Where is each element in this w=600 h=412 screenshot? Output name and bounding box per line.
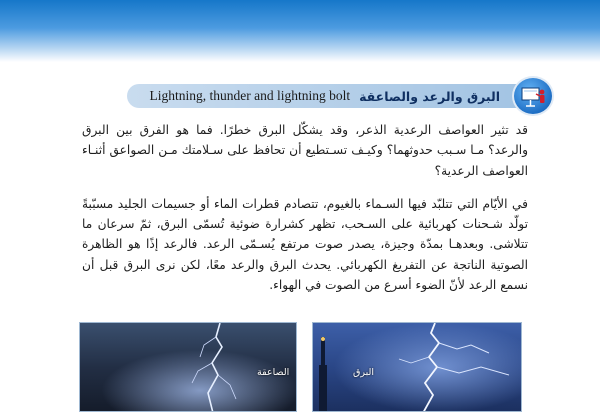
lightning-photo [312, 322, 522, 412]
lightning-caption: البرق [353, 367, 375, 378]
experiment-presenter-icon [512, 76, 554, 116]
intro-paragraph: قد تثير العواصف الرعدية الذعر، وقد يشكّل البرق خطرًا. فما هو الفرق بين البرق والرعد؟ مـا سـبب حدوثهما؟ وكيـف تسـتطيع أن تحافظ على سـلامتك مـن الصواعق أثنـاء العواصف الرعدية؟ [82, 123, 528, 178]
section-title-bar [127, 84, 522, 108]
lesson-text [82, 120, 528, 295]
header-gradient-band [0, 0, 600, 62]
section-title-english: Lightning, thunder and lightning bolt [149, 88, 351, 103]
section-title-arabic: البرق والرعد والصاعقة [359, 88, 500, 104]
lightning-bolt-photo [79, 322, 297, 412]
lightning-bolt-caption: الصاعقة [257, 367, 290, 378]
explanation-paragraph: في الأيّام التي تتلبّد فيها السـماء بالغيوم، تتصادم قطرات الماء أو جسيمات الجليد مسبّبةً تولّد شـحنات كهربائية على السـحب، تظهر كشرارة ضوئية تُسمّى البرق، ثمّ سرعان ما تتلاشى. وبعدهـا بمدّة وجيزة، يصدر صوت مرتفع يُسـمّى الرعد. فالرعد إذًا هو الظاهرة الصوتية الناتجة عن التفريغ الكهربائي. يحدث البرق والرعد معًا، لكن نرى البرق قبل أن نسمع الرعد لأنّ الضوء أسرع من الصوت في الهواء. [82, 196, 528, 293]
